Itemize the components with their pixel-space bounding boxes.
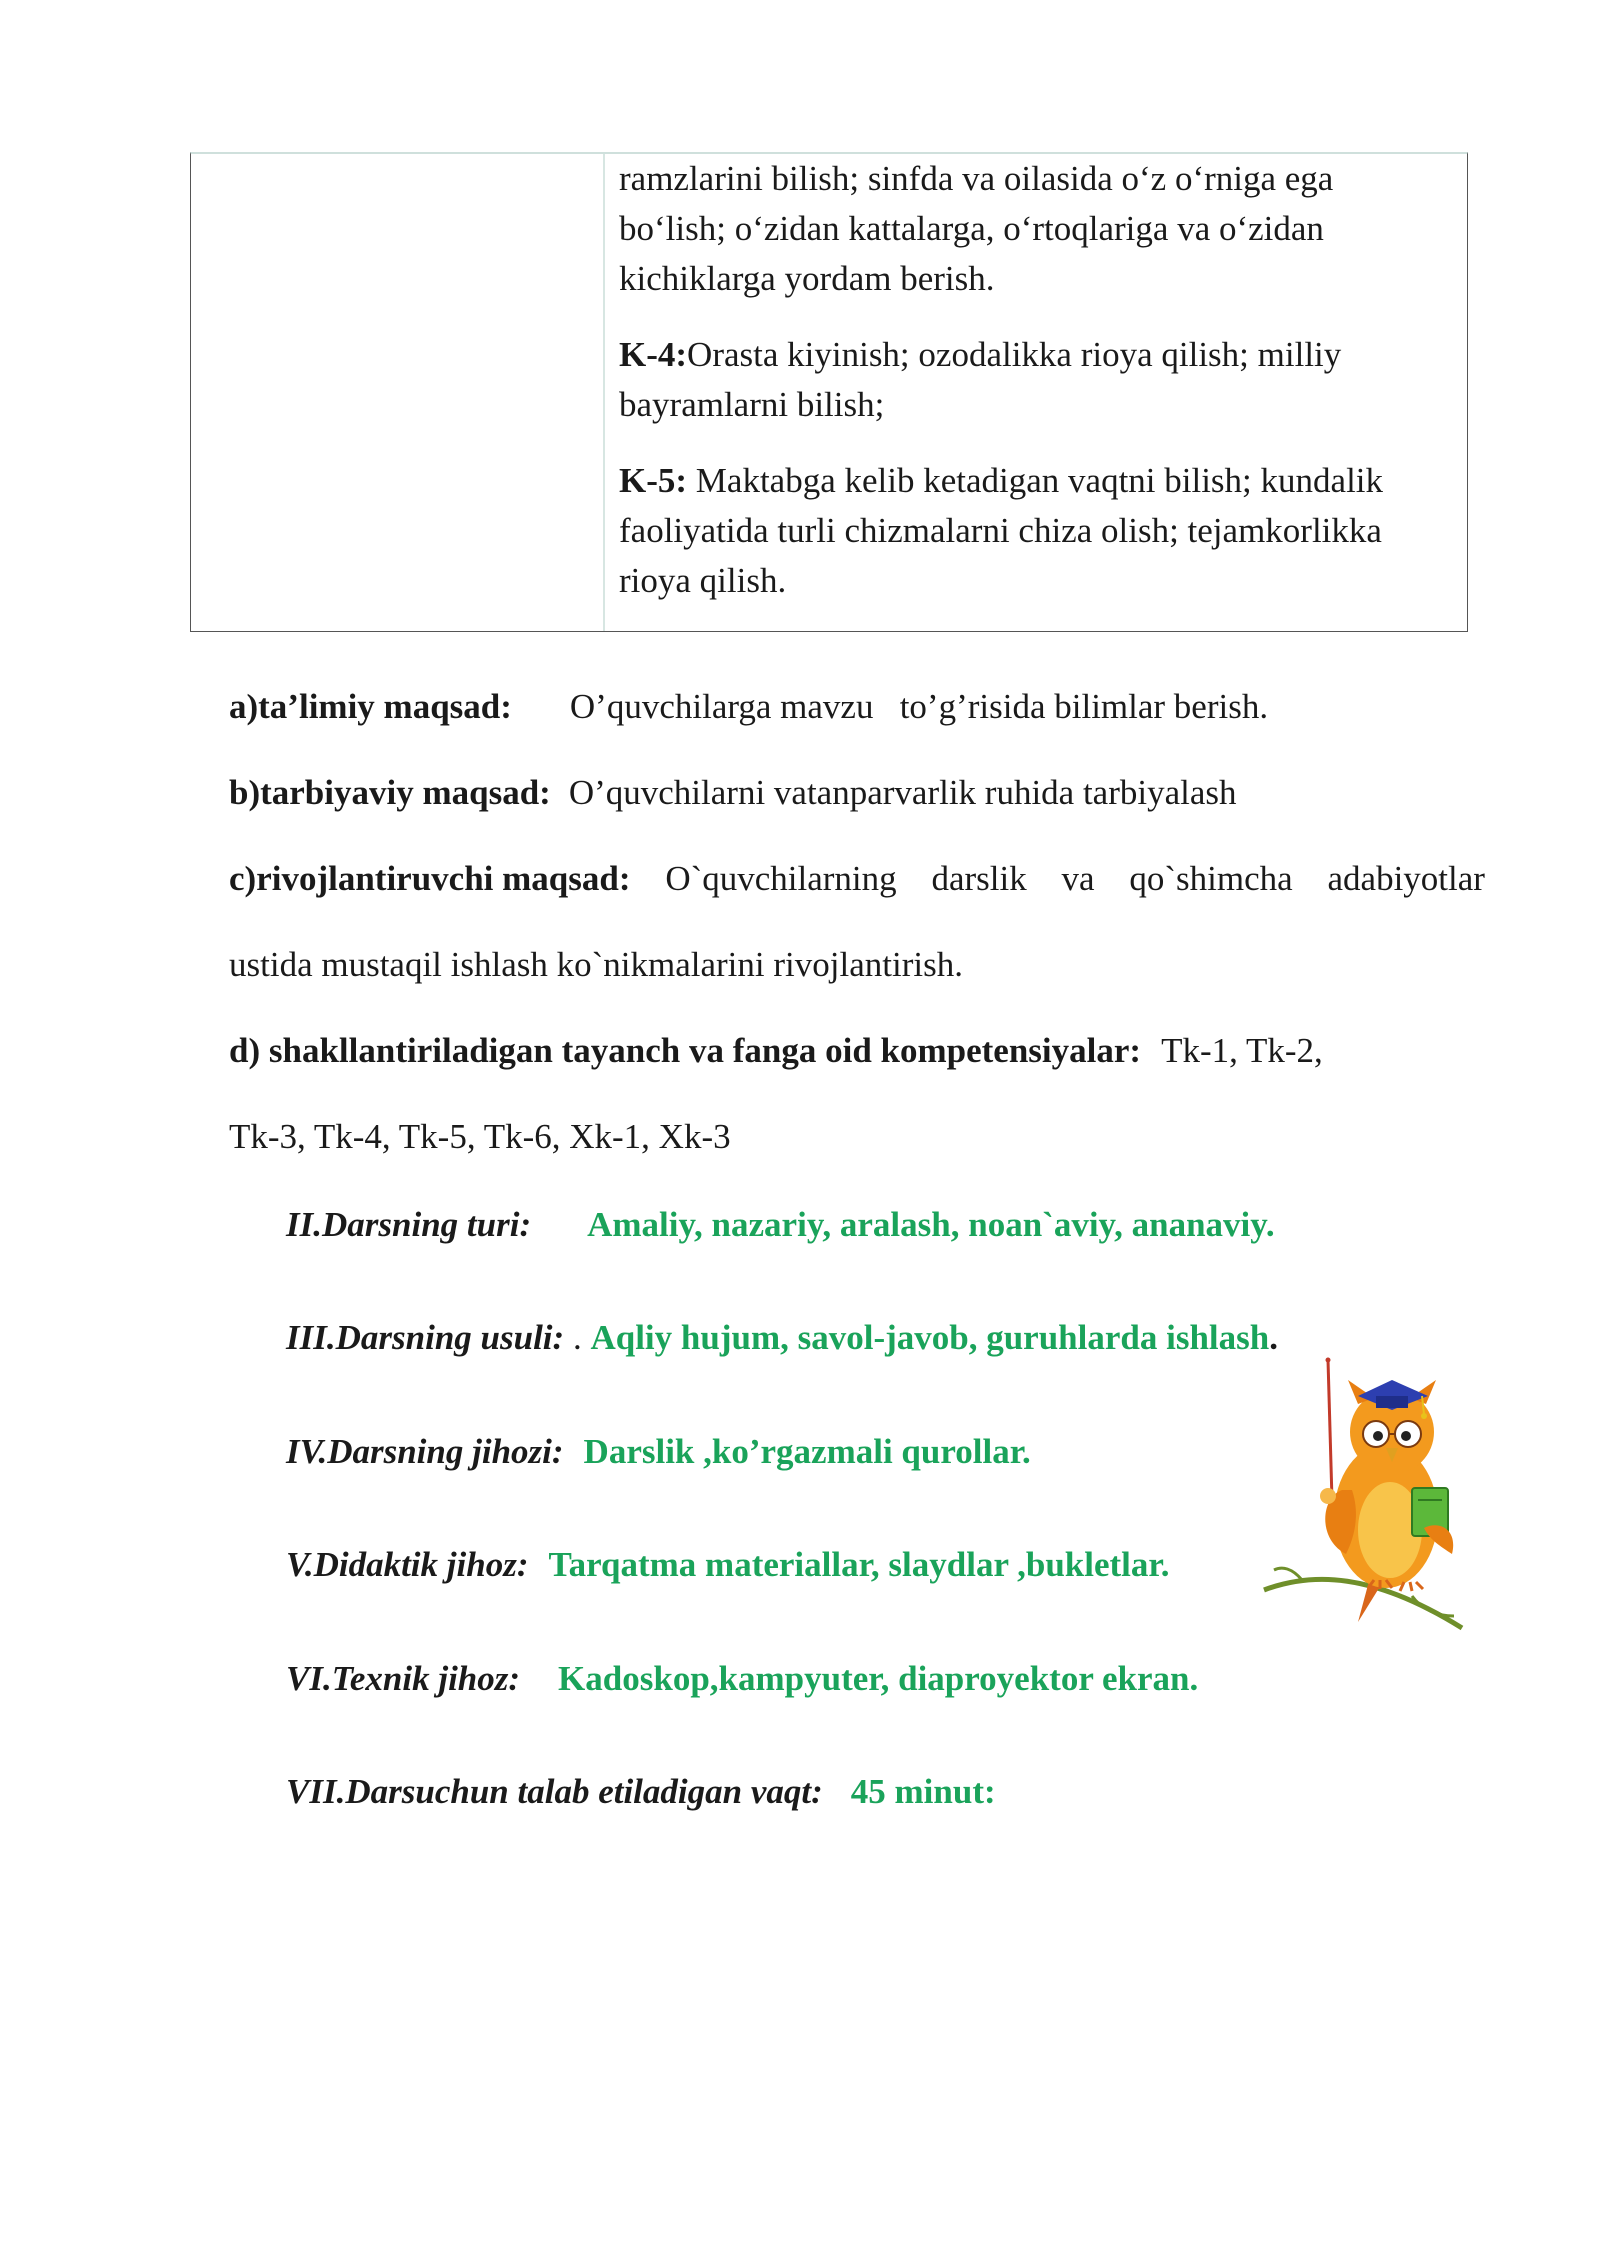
goal-c-label: c)rivojlantiruvchi maqsad: [229, 859, 631, 898]
goal-c-word-1: O`quvchilarning [665, 859, 897, 898]
goal-c-word-2: darslik [931, 859, 1027, 898]
goal-a-label: a)ta’limiy maqsad: [229, 687, 512, 726]
goal-d [229, 1026, 1323, 1076]
goal-c [229, 854, 1485, 904]
lesson-method-value: Aqliy hujum, savol-javob, guruhlarda ishlash [590, 1318, 1270, 1357]
goal-b-text: O’quvchilarni vatanparvarlik ruhida tarbiyalash [568, 773, 1237, 812]
owl-illustration [1262, 1340, 1470, 1640]
lesson-equipment-value: Darslik ,ko’rgazmali qurollar. [583, 1432, 1031, 1471]
technical-equipment [286, 1654, 1198, 1704]
didactic-equipment-label: V.Didaktik jihoz: [286, 1545, 529, 1584]
k4-text: Orasta kiyinish; ozodalikka rioya qilish; milliy bayramlarni bilish; [619, 335, 1342, 424]
lesson-type-label: II.Darsning turi: [286, 1205, 532, 1244]
k5-label: K-5: [619, 461, 688, 500]
table-cell-right [619, 154, 1447, 606]
goal-a [229, 682, 1268, 732]
k5-text: Maktabga kelib ketadigan vaqtni bilish; kundalik faoliyatida turli chizmalarni chiza olish; tejamkorlikka rioya qilish. [619, 461, 1384, 600]
lesson-method-end: . [1269, 1318, 1278, 1357]
goal-c-continuation: ustida mustaqil ishlash ko`nikmalarini rivojlantirish. [229, 945, 963, 984]
goal-d-continuation: Tk-3, Tk-4, Tk-5, Tk-6, Xk-1, Xk-3 [229, 1117, 731, 1156]
lesson-method [286, 1313, 1278, 1363]
competency-table [190, 152, 1468, 632]
k4-label: K-4: [619, 335, 688, 374]
lesson-time-label: VII.Darsuchun talab etiladigan vaqt: [286, 1772, 823, 1811]
goal-d-label: d) shakllantiriladigan tayanch va fanga oid kompetensiyalar: [229, 1031, 1142, 1070]
lesson-type [286, 1200, 1275, 1250]
goal-c-word-4: qo`shimcha [1129, 859, 1293, 898]
goal-c-word-3: va [1061, 859, 1095, 898]
goal-a-text: O’quvchilarga mavzu to’g’risida bilimlar berish. [569, 687, 1269, 726]
lesson-time-value: 45 minut: [850, 1772, 996, 1811]
table-cell-left [191, 154, 605, 631]
goal-d-text: Tk-1, Tk-2, [1161, 1031, 1323, 1070]
lesson-equipment [286, 1427, 1031, 1477]
goal-b-label: b)tarbiyaviy maqsad: [229, 773, 551, 812]
didactic-equipment [286, 1540, 1169, 1590]
table-k5 [619, 456, 1447, 606]
technical-equipment-value: Kadoskop,kampyuter, diaproyektor ekran. [558, 1659, 1199, 1698]
lesson-time [286, 1767, 996, 1817]
lesson-type-value: Amaliy, nazariy, aralash, noan`aviy, ananaviy. [587, 1205, 1275, 1244]
technical-equipment-label: VI.Texnik jihoz: [286, 1659, 521, 1698]
table-text-1: ramzlarini bilish; sinfda va oilasida o‘z o‘rniga ega bo‘lish; o‘zidan kattalarga, o‘rtoqlariga va o‘zidan kichiklarga yordam berish. [619, 159, 1334, 298]
didactic-equipment-value: Tarqatma materiallar, slaydlar ,bukletlar. [548, 1545, 1170, 1584]
lesson-method-label: III.Darsning usuli: [286, 1318, 565, 1357]
goal-c-word-5: adabiyotlar [1327, 859, 1485, 898]
goal-b [229, 768, 1237, 818]
lesson-method-sep: . [564, 1318, 591, 1357]
lesson-equipment-label: IV.Darsning jihozi: [286, 1432, 564, 1471]
table-k4 [619, 330, 1447, 430]
